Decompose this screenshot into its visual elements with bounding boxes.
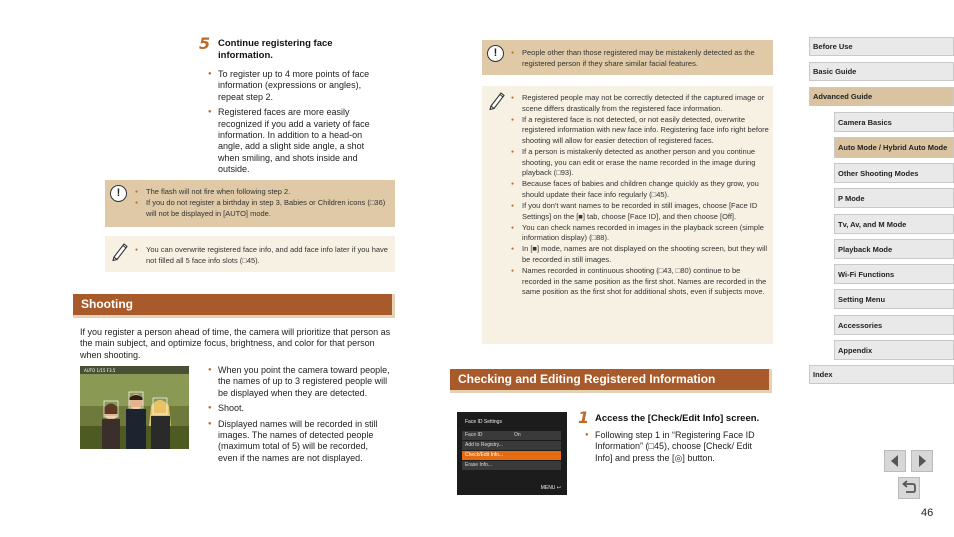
list-item: ● Names recorded in continuous shooting (□43, □80) continue to be recorded in the same position as the first shot. Names are recorded in the same position as the first shot for additional shots, even if subjects move. (511, 266, 769, 298)
svg-text:AUTO 1/15 F3.5: AUTO 1/15 F3.5 (84, 368, 116, 373)
camera-menu-footer: MENU ↩ (540, 485, 561, 491)
return-button[interactable] (898, 477, 920, 499)
caution-icon: ! (487, 45, 504, 62)
section-heading-check-edit: Checking and Editing Registered Information (450, 369, 772, 393)
note-box-left (105, 236, 395, 272)
shooting-paragraph: If you register a person ahead of time, the camera will prioritize that person as the main subject, and optimize focus, brightness, and color for that person when shooting. (80, 327, 391, 360)
nav-index[interactable]: Index (809, 365, 954, 384)
nav-tv-av-m-mode[interactable]: Tv, Av, and M Mode (834, 214, 954, 234)
step-1-number: 1 (578, 408, 590, 427)
list-item: ● If you don't want names to be recorded in still images, choose [Face ID Settings] on the [■] tab, choose [Face ID], and then choose [Off]. (511, 201, 769, 222)
nav-wifi-functions[interactable]: Wi-Fi Functions (834, 264, 954, 284)
list-item: ● Because faces of babies and children change quickly as they grow, you should update their face info regularly (□45). (511, 179, 769, 200)
list-item: ● Registered people may not be correctly detected if the captured image or scene differs drastically from the registered face information. (511, 93, 769, 114)
step-1-title: Access the [Check/Edit Info] screen. (595, 413, 760, 424)
camera-menu-row-face-id[interactable]: Face ID On (462, 431, 561, 440)
camera-menu-row-check-edit[interactable]: Check/Edit Info... (462, 451, 561, 460)
page-number: 46 (921, 507, 934, 519)
nav-accessories[interactable]: Accessories (834, 315, 954, 335)
camera-menu-title: Face ID Settings (465, 419, 502, 425)
list-item: ● The flash will not fire when following step 2. (135, 187, 391, 198)
prev-page-button[interactable] (884, 450, 906, 472)
nav-p-mode[interactable]: P Mode (834, 188, 954, 208)
nav-playback-mode[interactable]: Playback Mode (834, 239, 954, 259)
list-item: ● Shoot. (208, 403, 390, 414)
shooting-bullets (208, 365, 390, 468)
nav-before-use[interactable]: Before Use (809, 37, 954, 56)
list-item: ● In [■] mode, names are not displayed on the shooting screen, but they will be recorded in still images. (511, 244, 769, 265)
step-5-number: 5 (199, 34, 211, 53)
step-5-title: Continue registering face information. (218, 38, 333, 61)
arrow-left-icon (885, 451, 905, 471)
nav-auto-mode[interactable]: Auto Mode / Hybrid Auto Mode (834, 137, 954, 158)
list-item: ● If a registered face is not detected, or not easily detected, overwrite registered information with new face info. Registering face info right before shooting will allow for easier detection of registered faces. (511, 115, 769, 147)
list-item: ● Following step 1 in “Registering Face ID Information” (□45), choose [Check/ Edit Info] and press the [◎] button. (585, 430, 770, 464)
nav-basic-guide[interactable]: Basic Guide (809, 62, 954, 81)
nav-appendix[interactable]: Appendix (834, 340, 954, 360)
caution-box-middle (482, 40, 773, 75)
camera-preview-photo (80, 366, 189, 449)
list-item: ● If a person is mistakenly detected as another person and you continue shooting, you can edit or erase the name recorded in the image during playback (□93). (511, 147, 769, 179)
list-item: ● To register up to 4 more points of face information (expressions or angles), repeat step 2. (208, 69, 388, 103)
nav-other-shooting-modes[interactable]: Other Shooting Modes (834, 163, 954, 183)
step-1-bullets (585, 430, 770, 468)
note-box-middle (482, 86, 773, 344)
caution-icon: ! (110, 185, 127, 202)
list-item: ● People other than those registered may be mistakenly detected as the registered person if they share similar facial features. (511, 48, 766, 69)
arrow-right-icon (912, 451, 932, 471)
camera-menu-row-erase[interactable]: Erase Info... (462, 461, 561, 470)
nav-advanced-guide[interactable]: Advanced Guide (809, 87, 954, 106)
caution-box-left (105, 180, 395, 227)
list-item: ● Registered faces are more easily recognized if you add a variety of face information. In addition to a head-on angle, add a slight side angle, a shot when smiling, and shots inside and outside. (208, 107, 388, 175)
nav-camera-basics[interactable]: Camera Basics (834, 112, 954, 132)
list-item: ● Displayed names will be recorded in still images. The names of detected people (maximum total of 5) will be recorded, even if the names are not displayed. (208, 419, 390, 465)
return-icon (899, 478, 919, 498)
nav-setting-menu[interactable]: Setting Menu (834, 289, 954, 309)
camera-menu-row-add[interactable]: Add to Registry... (462, 441, 561, 450)
next-page-button[interactable] (911, 450, 933, 472)
pencil-icon (111, 241, 129, 261)
list-item: ● If you do not register a birthday in step 3, Babies or Children icons (□36) will not be displayed in [AUTO] mode. (135, 198, 391, 219)
pencil-icon (488, 90, 506, 110)
step-5-bullets (208, 69, 388, 180)
camera-menu-screen (457, 412, 567, 495)
section-heading-shooting: Shooting (73, 294, 395, 318)
list-item: ● You can overwrite registered face info, and add face info later if you have not filled all 5 face info slots (□45). (135, 245, 391, 266)
list-item: ● When you point the camera toward people, the names of up to 3 registered people will be displayed when they are detected. (208, 365, 390, 399)
list-item: ● You can check names recorded in images in the playback screen (simple information display) (□88). (511, 223, 769, 244)
